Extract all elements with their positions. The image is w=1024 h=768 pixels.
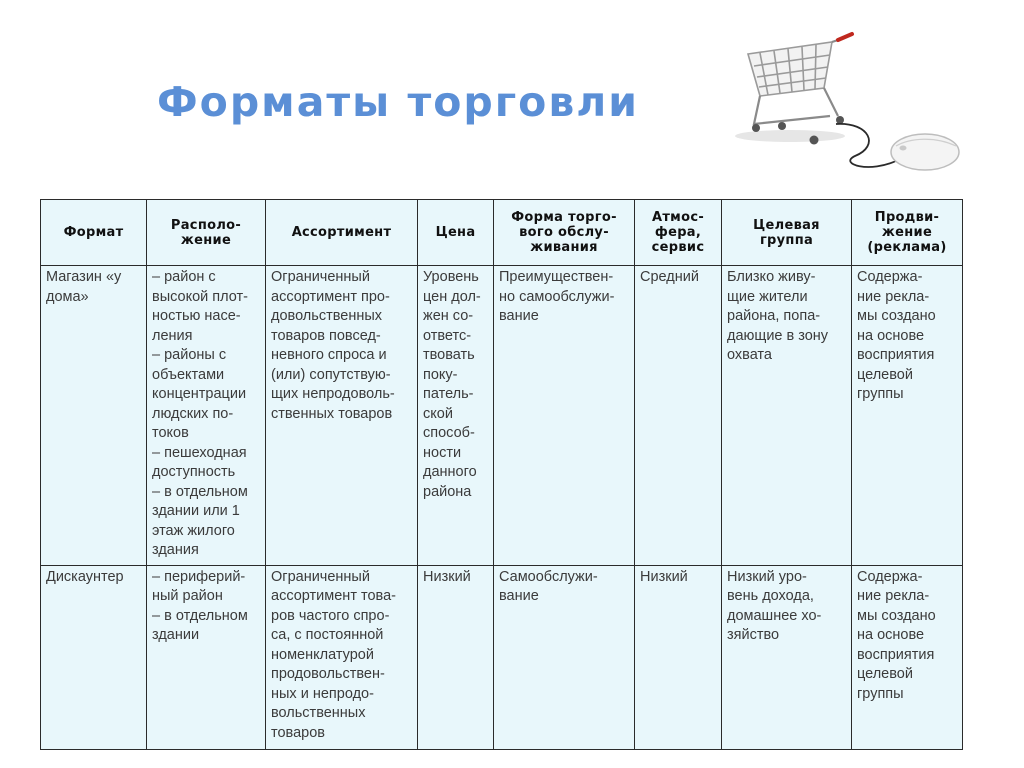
header-location: Располо- жение <box>147 200 266 266</box>
cell-format: Магазин «у дома» <box>41 266 147 566</box>
cell-price: Низкий <box>418 565 494 749</box>
table-row <box>41 565 963 749</box>
cell-location: – район с высокой плот- ностью насе- ления – районы с объектами концентрации людских по- токов – пешеходная доступность – в отдельном здании или 1 этаж жилого здания <box>147 266 266 566</box>
cell-promotion: Содержа- ние рекла- мы создано на основе восприятия целевой группы <box>852 266 963 566</box>
formats-table <box>40 199 963 750</box>
header-format: Формат <box>41 200 147 266</box>
cell-format: Дискаунтер <box>41 565 147 749</box>
table-header-row <box>41 200 963 266</box>
slide-title: Форматы торговли <box>157 78 640 126</box>
table-row <box>41 266 963 566</box>
cell-location: – периферий- ный район – в отдельном здании <box>147 565 266 749</box>
cell-atmosphere: Низкий <box>635 565 722 749</box>
header-assortment: Ассортимент <box>266 200 418 266</box>
header-price: Цена <box>418 200 494 266</box>
cell-assortment: Ограниченный ассортимент про- довольственных товаров повсед- невного спроса и (или) сопутствую- щих непродоволь- ственных товаров <box>266 266 418 566</box>
shopping-illustration <box>720 24 970 184</box>
cell-promotion: Содержа- ние рекла- мы создано на основе восприятия целевой группы <box>852 565 963 749</box>
cell-price: Уровень цен дол- жен со- ответс- твовать поку- патель- ской способ- ности данного района <box>418 266 494 566</box>
shopping-cart-with-mouse-icon <box>720 24 970 184</box>
header-target-group: Целевая группа <box>722 200 852 266</box>
header-service-form: Форма торго- вого обслу- живания <box>494 200 635 266</box>
cell-service-form: Преимуществен- но самообслужи- вание <box>494 266 635 566</box>
formats-table-container <box>40 199 962 750</box>
cell-service-form: Самообслужи- вание <box>494 565 635 749</box>
header-promotion: Продви- жение (реклама) <box>852 200 963 266</box>
cell-target-group: Близко живу- щие жители района, попа- дающие в зону охвата <box>722 266 852 566</box>
cell-assortment: Ограниченный ассортимент това- ров частого спро- са, с постоянной номенклатурой продовольствен- ных и непродо- вольственных товаров <box>266 565 418 749</box>
cell-target-group: Низкий уро- вень дохода, домашнее хо- зяйство <box>722 565 852 749</box>
cell-atmosphere: Средний <box>635 266 722 566</box>
shopping-cart-icon <box>748 38 844 124</box>
header-atmosphere: Атмос- фера, сервис <box>635 200 722 266</box>
computer-mouse-icon <box>891 134 959 170</box>
